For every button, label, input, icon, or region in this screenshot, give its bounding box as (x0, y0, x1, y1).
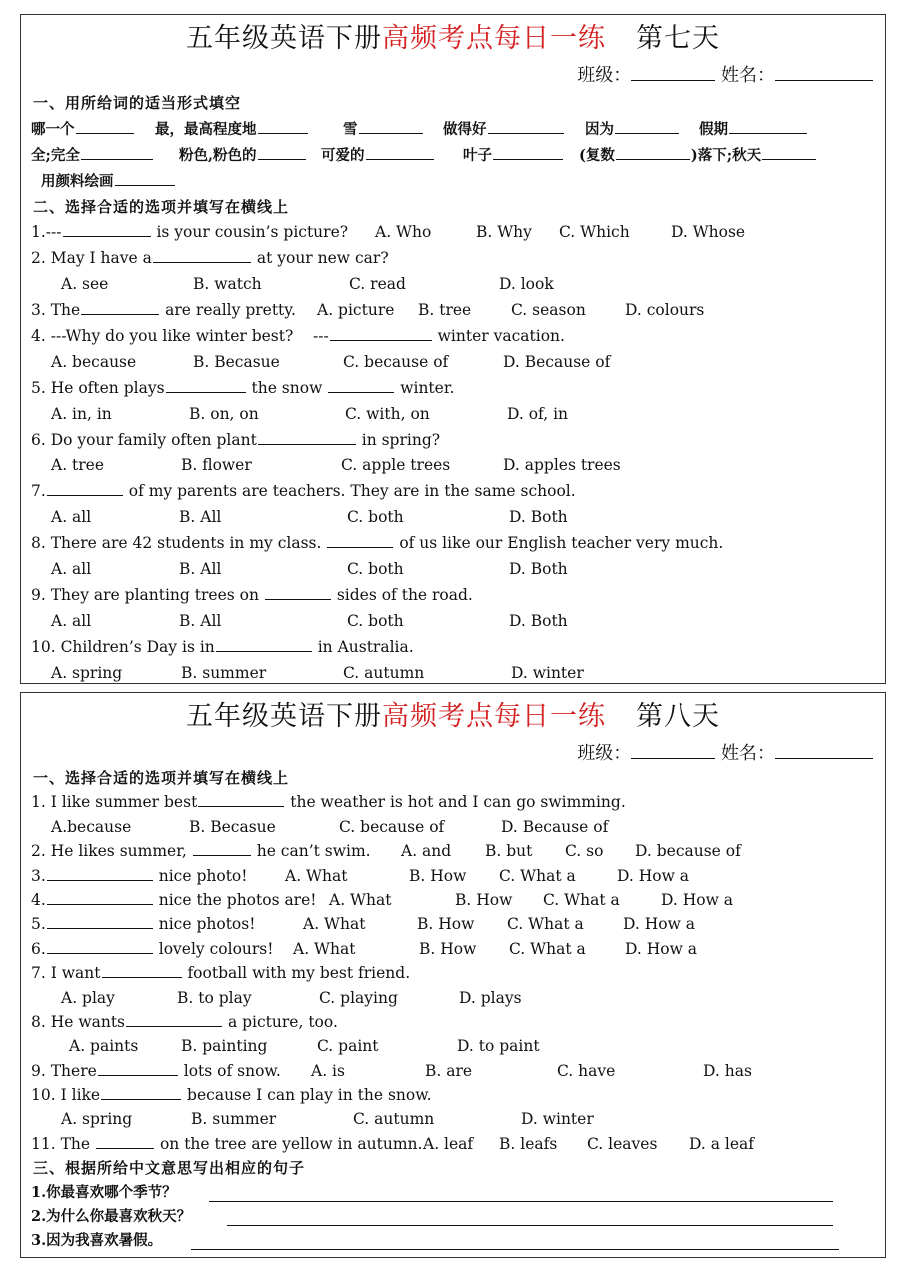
answer-blank[interactable] (126, 1010, 222, 1027)
options-row (31, 609, 877, 635)
title-day: 第七天 (636, 23, 720, 54)
sentence-row: 2.为什么你最喜欢秋天？ (31, 1205, 877, 1229)
title-highlight: 高频考点每日一练 (382, 23, 606, 54)
name-label: 姓名： (721, 65, 775, 86)
option-b: B. but (485, 842, 533, 861)
options-row (31, 272, 877, 298)
answer-blank[interactable] (47, 864, 153, 881)
vocab-item: 雪 (343, 117, 424, 143)
option-a: A. tree (51, 456, 105, 475)
option-a: A. What (329, 890, 392, 909)
vocab-row (31, 117, 877, 143)
option-c: C. apple trees (341, 456, 451, 475)
worksheet-content (31, 91, 877, 684)
answer-blank[interactable] (102, 961, 182, 978)
option-d: D. to paint (457, 1037, 540, 1056)
answer-blank[interactable] (96, 1132, 154, 1149)
option-b: B. flower (181, 456, 252, 475)
option-c: C. because of (343, 352, 449, 371)
option-d: D. a leaf (689, 1134, 755, 1153)
option-b: B. painting (181, 1037, 268, 1056)
option-d: D. How a (617, 866, 690, 885)
question-row: 11. The on the tree are yellow in autumn. A. leaf B. leafs C. leaves D. a leaf (31, 1132, 877, 1156)
question-row: 1. I like summer best the weather is hot and I can go swimming. (31, 790, 877, 814)
answer-blank[interactable] (47, 888, 153, 905)
options-row (31, 402, 877, 428)
question-row: 6. Do your family often plant in spring? (31, 428, 877, 454)
title-text: 五年级英语下册 (186, 701, 382, 732)
question-row: 4. nice the photos are! A. What B. How C. What a D. How a (31, 888, 877, 912)
answer-blank[interactable] (265, 583, 331, 600)
worksheet-title (21, 697, 885, 737)
option-d: D. Both (509, 560, 568, 579)
option-a: A. in, in (51, 404, 112, 423)
option-b: B. summer (181, 663, 267, 682)
answer-blank[interactable] (47, 479, 123, 496)
option-b: B. on, on (189, 404, 259, 423)
option-b: B. How (419, 939, 477, 958)
section-heading: 一、用所给词的适当形式填空 (33, 94, 242, 112)
option-c: C. both (347, 508, 404, 527)
answer-blank[interactable] (258, 428, 356, 445)
question-row: 10. Children’s Day is in in Australia. (31, 635, 877, 661)
question-row: 5. nice photos! A. What B. How C. What a D. How a (31, 912, 877, 936)
vocab-item: 可爱的 (321, 143, 435, 169)
option-a: A. leaf (423, 1134, 474, 1153)
options-row (31, 1034, 877, 1058)
question-row: 1.--- is your cousin’s picture? A. Who B. Why C. Which D. Whose (31, 220, 877, 246)
question-row: 2. May I have a at your new car? (31, 246, 877, 272)
option-c: C. What a (543, 890, 620, 909)
options-row (31, 661, 877, 684)
question-row: 2. He likes summer, he can’t swim. A. and B. but C. so D. because of (31, 839, 877, 863)
options-row (31, 557, 877, 583)
option-d: D. Whose (671, 223, 746, 242)
vocab-item: 假期 (699, 117, 808, 143)
option-d: D. look (499, 275, 554, 294)
question-row: 5. He often plays the snow winter. (31, 376, 877, 402)
title-text: 五年级英语下册 (186, 23, 382, 54)
options-row (31, 986, 877, 1010)
option-c: C. so (565, 842, 604, 861)
section-heading: 一、选择合适的选项并填写在横线上 (33, 769, 290, 787)
answer-blank[interactable] (216, 635, 312, 652)
name-blank[interactable] (775, 744, 873, 759)
vocab-item: 哪一个 (31, 117, 135, 143)
option-a: A. paints (69, 1037, 139, 1056)
option-b: B. to play (177, 988, 252, 1007)
title-day: 第八天 (636, 701, 720, 732)
option-a: A. What (293, 939, 356, 958)
question-row: 10. I like because I can play in the snow. (31, 1083, 877, 1107)
answer-blank[interactable] (198, 790, 284, 807)
option-b: B. How (417, 915, 475, 934)
option-b: B. summer (191, 1110, 277, 1129)
option-c: C. because of (339, 817, 445, 836)
option-d: D. plays (459, 988, 522, 1007)
options-row (31, 505, 877, 531)
option-a: A. all (51, 508, 92, 527)
class-blank[interactable] (631, 66, 715, 81)
option-a: A. all (51, 560, 92, 579)
option-d: D. of, in (507, 404, 569, 423)
class-name-row (577, 743, 873, 765)
title-highlight: 高频考点每日一练 (382, 701, 606, 732)
worksheet-title (21, 19, 885, 59)
option-d: D. colours (625, 301, 705, 320)
answer-blank[interactable] (47, 912, 153, 929)
answer-line[interactable] (227, 1225, 833, 1226)
answer-blank[interactable] (327, 531, 393, 548)
vocab-item: 叶子 (463, 143, 564, 169)
option-a: A. play (61, 988, 115, 1007)
option-a: A. see (61, 275, 109, 294)
vocab-item: 因为 (585, 117, 680, 143)
vocab-item: 最，最高程度地 (155, 117, 309, 143)
option-a: A. Who (375, 223, 432, 242)
option-c: C. season (511, 301, 586, 320)
answer-blank[interactable] (153, 246, 251, 263)
answer-line[interactable] (209, 1201, 833, 1202)
answer-blank[interactable] (166, 376, 246, 393)
answer-blank[interactable] (328, 376, 394, 393)
answer-line[interactable] (191, 1249, 839, 1250)
option-b: B. leafs (499, 1134, 558, 1153)
option-c: C. autumn (353, 1110, 435, 1129)
option-d: D. How a (623, 915, 696, 934)
option-c: C. What a (509, 939, 586, 958)
question-row: 8. He wants a picture, too. (31, 1010, 877, 1034)
options-row (31, 815, 877, 839)
option-d: D. has (703, 1061, 752, 1080)
option-b: B. tree (418, 301, 472, 320)
worksheet-day8 (20, 692, 886, 1258)
vocab-item: 做得好 (443, 117, 565, 143)
option-b: B. All (179, 508, 222, 527)
question-row: 7. I want football with my best friend. (31, 961, 877, 985)
option-a: A. and (401, 842, 452, 861)
question-row: 8. There are 42 students in my class. of us like our English teacher very much. (31, 531, 877, 557)
class-label: 班级： (577, 65, 632, 86)
option-c: C. leaves (587, 1134, 658, 1153)
class-name-row (577, 65, 873, 87)
option-a: A.because (51, 817, 132, 836)
option-d: D. Both (509, 611, 568, 630)
option-c: C. autumn (343, 663, 425, 682)
vocab-item: 粉色,粉色的 (179, 143, 307, 169)
option-d: D. Because of (503, 352, 611, 371)
option-a: A. spring (61, 1110, 133, 1129)
option-c: C. What a (507, 915, 584, 934)
option-c: C. with, on (345, 404, 430, 423)
question-row: 9. They are planting trees on sides of the road. (31, 583, 877, 609)
section-heading: 三、根据所给中文意思写出相应的句子 (33, 1159, 306, 1178)
option-b: B. All (179, 560, 222, 579)
option-d: D. How a (625, 939, 698, 958)
option-c: C. read (349, 275, 406, 294)
option-c: C. What a (499, 866, 576, 885)
option-a: A. What (285, 866, 348, 885)
option-b: B. Becasue (189, 817, 276, 836)
answer-blank[interactable] (98, 1059, 178, 1076)
name-label: 姓名： (721, 743, 775, 764)
option-d: D. Both (509, 508, 568, 527)
vocab-item: (复数 )落下;秋天 (579, 143, 817, 169)
option-a: A. picture (317, 301, 395, 320)
class-label: 班级： (577, 743, 632, 764)
option-a: A. What (303, 915, 366, 934)
answer-blank[interactable] (101, 1083, 181, 1100)
question-row: 4. ---Why do you like winter best? --- winter vacation. (31, 324, 877, 350)
vocab-item: 用颜料绘画 (41, 169, 176, 195)
option-b: B. Why (476, 223, 532, 242)
option-d: D. because of (635, 842, 741, 861)
option-b: B. How (409, 866, 467, 885)
question-row: 9. There lots of snow. A. is B. are C. have D. has (31, 1059, 877, 1083)
option-d: D. Because of (501, 817, 609, 836)
option-d: D. apples trees (503, 456, 621, 475)
vocab-row (31, 169, 877, 195)
option-b: B. are (425, 1061, 473, 1080)
option-a: A. all (51, 611, 92, 630)
option-c: C. Which (559, 223, 630, 242)
sentence-row: 1.你最喜欢哪个季节？ (31, 1181, 877, 1205)
option-b: B. watch (193, 275, 262, 294)
option-c: C. playing (319, 988, 398, 1007)
vocab-item: 全;完全 (31, 143, 154, 169)
question-row: 3. The are really pretty. A. picture B. tree C. season D. colours (31, 298, 877, 324)
option-c: C. both (347, 560, 404, 579)
option-d: D. How a (661, 890, 734, 909)
question-row: 6. lovely colours! A. What B. How C. What a D. How a (31, 937, 877, 961)
answer-blank[interactable] (330, 324, 432, 341)
options-row (31, 1107, 877, 1131)
question-row: 7. of my parents are teachers. They are in the same school. (31, 479, 877, 505)
option-a: A. is (311, 1061, 345, 1080)
worksheet-content (31, 766, 877, 1254)
question-row: 3. nice photo! A. What B. How C. What a D. How a (31, 864, 877, 888)
option-b: B. Becasue (193, 352, 280, 371)
option-d: D. winter (511, 663, 584, 682)
option-a: A. spring (51, 663, 123, 682)
name-blank[interactable] (775, 66, 873, 81)
option-c: C. paint (317, 1037, 379, 1056)
option-b: B. How (455, 890, 513, 909)
vocab-row (31, 143, 877, 169)
answer-blank[interactable] (81, 298, 159, 315)
sentence-row: 3.因为我喜欢暑假。 (31, 1229, 877, 1253)
option-c: C. both (347, 611, 404, 630)
option-b: B. All (179, 611, 222, 630)
option-c: C. have (557, 1061, 616, 1080)
answer-blank[interactable] (193, 839, 251, 856)
options-row (31, 453, 877, 479)
answer-blank[interactable] (63, 220, 151, 237)
section-heading: 二、选择合适的选项并填写在横线上 (33, 197, 290, 216)
worksheet-day7 (20, 14, 886, 684)
option-d: D. winter (521, 1110, 594, 1129)
option-a: A. because (51, 352, 137, 371)
class-blank[interactable] (631, 744, 715, 759)
options-row (31, 350, 877, 376)
answer-blank[interactable] (47, 937, 153, 954)
